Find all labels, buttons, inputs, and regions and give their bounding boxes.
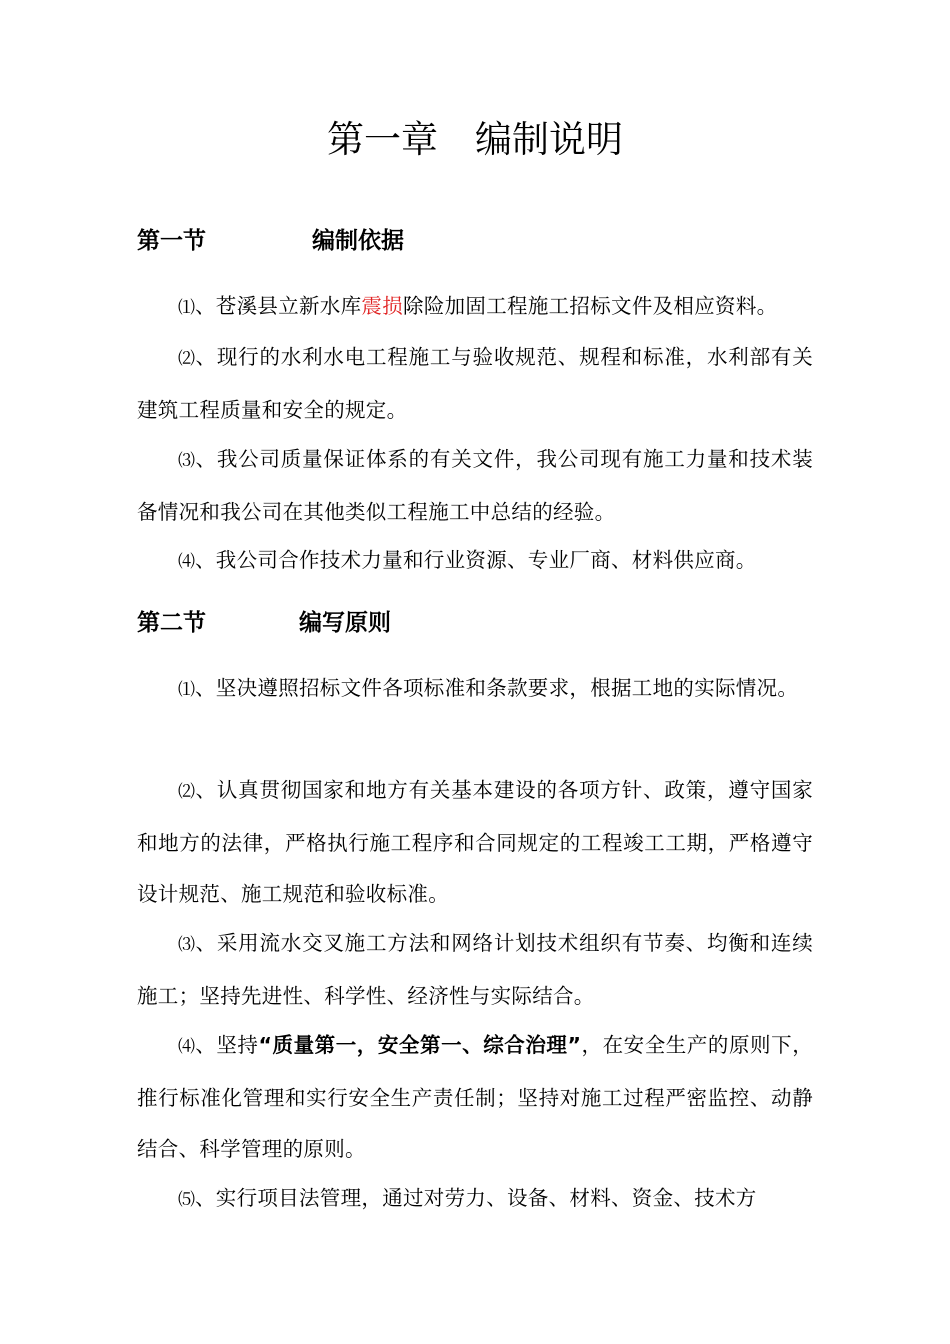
- section-number: 第一节: [137, 228, 206, 254]
- section-heading-1: [137, 224, 404, 258]
- paragraph-1-1: [137, 281, 813, 334]
- section-name: 编写原则: [299, 610, 391, 636]
- paragraph-text: 、我公司合作技术力量和行业资源、专业厂商、材料供应商。: [195, 548, 757, 572]
- item-number: ⑷: [178, 1037, 196, 1057]
- paragraph-1-3: [137, 434, 813, 538]
- paragraph-1-4: [137, 535, 813, 588]
- item-number: ⑵: [178, 782, 196, 802]
- paragraph-2-4: [137, 1020, 813, 1175]
- bold-emphasis: “质量第一，安全第一、综合治理”: [258, 1033, 582, 1057]
- paragraph-text: 、我公司质量保证体系的有关文件，我公司现有施工力量和技术装备情况和我公司在其他类似工程施工中总结的经验。: [137, 447, 814, 524]
- paragraph-text: 、采用流水交叉施工方法和网络计划技术组织有节奏、均衡和连续施工；坚持先进性、科学性、经济性与实际结合。: [137, 931, 814, 1008]
- item-number: ⑷: [178, 552, 195, 572]
- section-name: 编制依据: [312, 228, 404, 254]
- item-number: ⑴: [178, 298, 195, 318]
- paragraph-text: 、坚决遵照招标文件各项标准和条款要求，根据工地的实际情况。: [195, 676, 799, 700]
- item-number: ⑶: [178, 451, 196, 471]
- chapter-title: 第一章 编制说明: [327, 118, 623, 161]
- paragraph-text: 、现行的水利水电工程施工与验收规范、规程和标准，水利部有关建筑工程质量和安全的规定。: [137, 345, 814, 422]
- item-number: ⑴: [178, 680, 195, 700]
- item-number: ⑶: [178, 935, 196, 955]
- section-number: 第二节: [137, 610, 206, 636]
- paragraph-2-3: [137, 918, 813, 1022]
- paragraph-text: 、实行项目法管理，通过对劳力、设备、材料、资金、技术方: [195, 1186, 757, 1210]
- paragraph-2-5: [137, 1173, 813, 1226]
- paragraph-text: 、坚持: [195, 1033, 259, 1057]
- paragraph-2-2: [137, 765, 813, 920]
- paragraph-text: ，在安全生产的原则下，推行标准化管理和实行安全生产责任制；坚持对施工过程严密监控、动静结合、科学管理的原则。: [137, 1033, 813, 1161]
- paragraph-text: 除险加固工程施工招标文件及相应资料。: [403, 294, 778, 318]
- paragraph-1-2: [137, 332, 813, 436]
- paragraph-text: 、苍溪县立新水库: [195, 294, 362, 318]
- item-number: ⑸: [178, 1190, 195, 1210]
- section-heading-2: [137, 606, 391, 640]
- paragraph-2-1: [137, 663, 813, 716]
- paragraph-text: 、认真贯彻国家和地方有关基本建设的各项方针、政策，遵守国家和地方的法律，严格执行施工程序和合同规定的工程竣工工期，严格遵守设计规范、施工规范和验收标准。: [137, 778, 814, 906]
- highlighted-text: 震损: [361, 294, 404, 318]
- item-number: ⑵: [178, 349, 196, 369]
